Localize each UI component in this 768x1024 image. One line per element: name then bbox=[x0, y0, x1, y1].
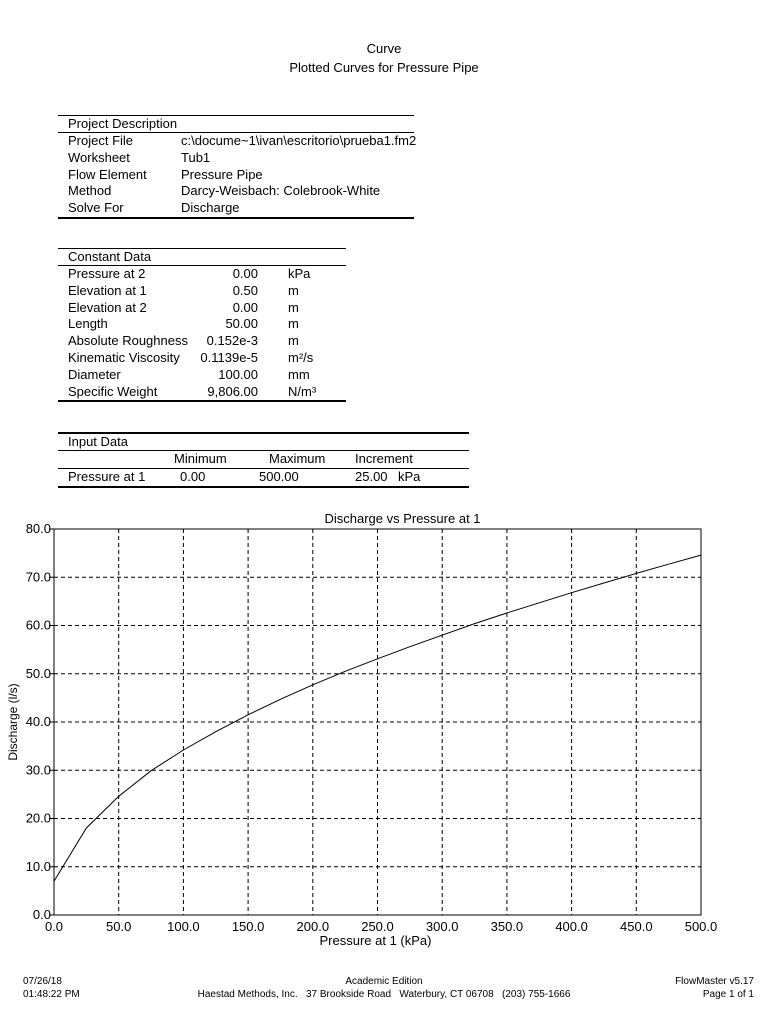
y-tick-label: 10.0 bbox=[25, 858, 51, 874]
project-row-label: Flow Element bbox=[68, 166, 147, 182]
project-description-table bbox=[58, 115, 417, 219]
project-row-value: Darcy-Weisbach: Colebrook-White bbox=[181, 183, 381, 199]
project-row-label: Project File bbox=[68, 133, 134, 148]
constant-row-unit: m bbox=[288, 316, 299, 332]
project-row bbox=[58, 150, 414, 167]
project-row bbox=[58, 167, 414, 184]
chart-title: Discharge vs Pressure at 1 bbox=[324, 511, 481, 526]
discharge-chart bbox=[0, 505, 768, 955]
footer-time: 01:48:22 PM bbox=[23, 989, 80, 1000]
input-row-unit: kPa bbox=[398, 468, 421, 484]
project-row-label: Method bbox=[68, 183, 112, 199]
y-tick-label: 50.0 bbox=[25, 665, 51, 681]
constant-row-value: 9,806.00 bbox=[207, 383, 258, 399]
constant-row-unit: m bbox=[288, 333, 299, 349]
constant-row-label: Diameter bbox=[68, 366, 121, 382]
x-tick-label: 350.0 bbox=[490, 919, 524, 934]
constant-row-value: 0.50 bbox=[232, 282, 258, 298]
footer-product: FlowMaster v5.17 bbox=[675, 976, 754, 987]
x-tick-label: 150.0 bbox=[231, 919, 265, 934]
x-tick-label: 200.0 bbox=[296, 919, 330, 934]
project-row-label: Worksheet bbox=[68, 149, 130, 165]
project-row-value: Discharge bbox=[181, 200, 240, 216]
constant-row bbox=[58, 266, 346, 283]
project-row bbox=[58, 133, 417, 150]
constant-row-value: 0.152e-3 bbox=[206, 333, 258, 349]
constant-row bbox=[58, 367, 346, 384]
constant-row-unit: m²/s bbox=[288, 349, 314, 365]
constant-row-label: Absolute Roughness bbox=[68, 333, 188, 349]
chart-ticks bbox=[26, 521, 718, 934]
page-title: Curve bbox=[366, 41, 402, 56]
constant-data-table bbox=[58, 248, 346, 402]
footer-edition: Academic Edition bbox=[345, 976, 423, 987]
input-row-min: 0.00 bbox=[180, 468, 206, 484]
constant-row-unit: N/m³ bbox=[288, 383, 317, 399]
project-row bbox=[58, 183, 414, 200]
column-increment: Increment bbox=[355, 451, 413, 466]
constant-row bbox=[58, 384, 346, 401]
input-row-label: Pressure at 1 bbox=[68, 468, 146, 484]
y-tick-label: 80.0 bbox=[25, 521, 51, 536]
constant-row bbox=[58, 283, 346, 300]
input-row-inc: 25.00 bbox=[355, 468, 388, 484]
constant-row-value: 0.00 bbox=[232, 266, 258, 281]
project-row-value: c:\docume~1\ivan\escritorio\prueba1.fm2 bbox=[181, 133, 417, 148]
y-tick-label: 30.0 bbox=[25, 762, 51, 778]
y-tick-label: 20.0 bbox=[25, 810, 51, 826]
y-tick-label: 40.0 bbox=[25, 714, 51, 729]
x-axis-label: Pressure at 1 (kPa) bbox=[319, 933, 432, 948]
constant-row-value: 100.00 bbox=[218, 366, 258, 382]
y-axis-label: Discharge (l/s) bbox=[6, 683, 20, 761]
footer-date: 07/26/18 bbox=[23, 976, 62, 987]
y-tick-label: 70.0 bbox=[25, 569, 51, 585]
footer-center bbox=[0, 975, 768, 1001]
constant-row-unit: m bbox=[288, 299, 299, 315]
x-tick-label: 400.0 bbox=[555, 919, 588, 934]
x-tick-label: 250.0 bbox=[361, 919, 394, 934]
y-tick-label: 60.0 bbox=[25, 617, 51, 633]
constant-row-label: Kinematic Viscosity bbox=[68, 349, 180, 365]
x-tick-label: 300.0 bbox=[425, 919, 459, 934]
input-row-max: 500.00 bbox=[259, 468, 299, 484]
project-description-header: Project Description bbox=[58, 115, 414, 133]
x-tick-label: 500.0 bbox=[684, 919, 718, 934]
constant-row-label: Length bbox=[68, 316, 108, 332]
input-data-header: Input Data bbox=[58, 432, 469, 450]
constant-row-label: Specific Weight bbox=[68, 383, 158, 399]
column-minimum: Minimum bbox=[174, 451, 227, 466]
constant-row-unit: mm bbox=[288, 366, 310, 382]
x-tick-label: 0.0 bbox=[44, 919, 64, 934]
constant-row bbox=[58, 333, 346, 350]
constant-row-value: 50.00 bbox=[225, 316, 258, 332]
project-row-value: Pressure Pipe bbox=[181, 166, 263, 182]
constant-row-value: 0.00 bbox=[232, 299, 258, 315]
project-row bbox=[58, 200, 414, 217]
x-tick-label: 50.0 bbox=[106, 919, 132, 934]
constant-row-value: 0.1139e-5 bbox=[200, 349, 258, 365]
constant-data-header: Constant Data bbox=[58, 248, 346, 266]
footer-right bbox=[675, 975, 754, 1001]
input-columns-row bbox=[58, 450, 469, 468]
column-maximum: Maximum bbox=[269, 451, 326, 466]
page-subtitle: Plotted Curves for Pressure Pipe bbox=[289, 60, 479, 75]
constant-row-label: Pressure at 2 bbox=[68, 266, 146, 281]
constant-row bbox=[58, 300, 346, 317]
input-data-table bbox=[58, 432, 469, 488]
project-row-value: Tub1 bbox=[181, 149, 211, 165]
constant-row bbox=[58, 316, 346, 333]
project-row-label: Solve For bbox=[68, 200, 124, 216]
constant-row bbox=[58, 350, 346, 367]
chart-grid bbox=[54, 529, 701, 915]
footer-page: Page 1 of 1 bbox=[702, 989, 754, 1000]
constant-row-label: Elevation at 1 bbox=[68, 282, 147, 298]
footer-company: Haestad Methods, Inc. 37 Brookside Road Waterbury, CT 06708 (203) 755-1666 bbox=[197, 989, 571, 1000]
y-tick-label: 0.0 bbox=[32, 907, 51, 922]
constant-row-unit: m bbox=[288, 282, 299, 298]
x-tick-label: 100.0 bbox=[167, 919, 200, 934]
input-row bbox=[58, 468, 469, 488]
constant-row-label: Elevation at 2 bbox=[68, 299, 147, 315]
constant-row-unit: kPa bbox=[288, 266, 311, 281]
x-tick-label: 450.0 bbox=[620, 919, 653, 934]
